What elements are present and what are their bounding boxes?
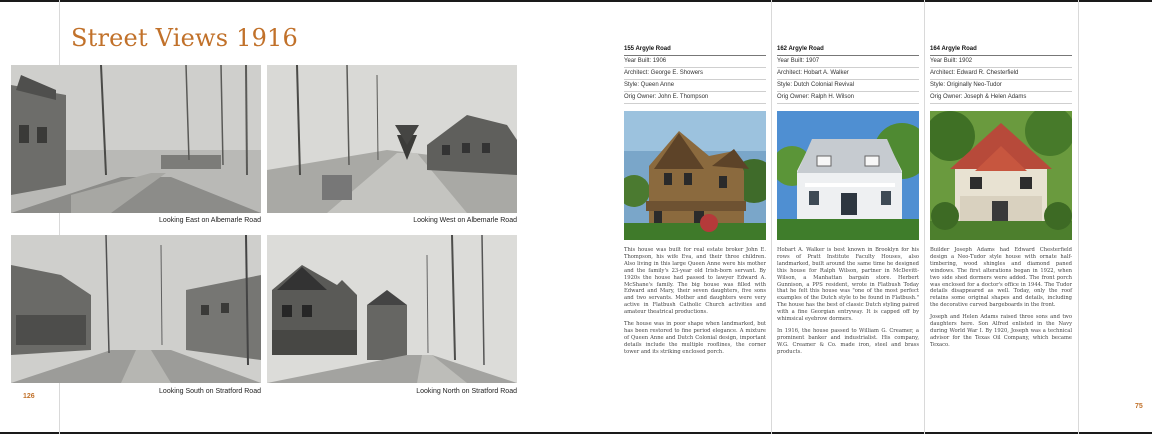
photo-caption: Looking South on Stratford Road xyxy=(159,388,261,395)
house-description xyxy=(777,247,919,361)
description-paragraph: In 1916, the house passed to William G. Creamer, a prominent banker and industrialist. His company, W.G. Creamer & Co. made iron, steel and brass products. xyxy=(777,327,919,355)
description-paragraph: This house was built for real estate broker John E. Thompson, his wife Eva, and their three children. Also living in this large Queen Anne were his mother and the family's 23-year old Irish-born servant. By 1920s the house had passed to lawyer Edward A. McShane's family. The big house was filled with Edward and Mary, their seven daughters, five sons and two servants. Mother and daughters were very active in Flatbush Catholic Church activities and amateur theatrical productions. xyxy=(624,247,766,316)
page-number-left: 126 xyxy=(23,393,35,400)
house-style: Style: Dutch Colonial Revival xyxy=(777,80,919,92)
house-entry-164-argyle xyxy=(930,46,1072,348)
page-title: Street Views 1916 xyxy=(71,24,298,52)
house-architect: Architect: George E. Showers xyxy=(624,68,766,80)
margin-rule-right xyxy=(1078,0,1079,434)
column-rule-2 xyxy=(924,0,925,434)
house-entry-155-argyle xyxy=(624,46,766,355)
house-year: Year Built: 1907 xyxy=(777,56,919,68)
photo-looking-north-stratford xyxy=(267,235,517,383)
house-photo xyxy=(777,111,919,240)
house-description xyxy=(930,247,1072,354)
house-entry-162-argyle xyxy=(777,46,919,355)
description-paragraph: The house was in poor shape when landmarked, but has been restored to fine period elegance. A mixture of Queen Anne and Dutch Colonial design, important details include the multiple rooflines, the corner tower and its striking enclosed porch. xyxy=(624,321,766,355)
photo-caption: Looking East on Albemarle Road xyxy=(159,217,261,224)
photo-looking-west-albemarle xyxy=(267,65,517,213)
house-style: Style: Originally Neo-Tudor xyxy=(930,80,1072,92)
column-rule-1 xyxy=(771,0,772,434)
description-paragraph: Hobart A. Walker is best known in Brooklyn for his rows of Pratt Institute Faculty Houses, also landmarked, built around the same time he designed this house for Ralph Wilson, partner in McDevitt-Wilson, a Manhattan bargain store. Herbert Gunnison, a PPS resident, wrote in Flatbush Today that he felt this house was "one of the most perfect examples of the Dutch style to be found in Flatbush." The house has the best of classic Dutch styling paired with a fine Georgian entryway. It is capped off by whimsical eyebrow dormers. xyxy=(777,247,919,323)
house-year: Year Built: 1906 xyxy=(624,56,766,68)
description-paragraph: Builder Joseph Adams had Edward Chesterfield design a Neo-Tudor style house with ornate half-timbering, wood shingles and diamond paned windows. The first alterations began in 1922, when two side shed dormers were added. The front porch was enclosed for a doctor's office in 1944. The Tudor details disappeared as well. Today, only the roof retains some original shapes and details, including the decorative curved bargeboards in the front. xyxy=(930,247,1072,309)
house-address: 155 Argyle Road xyxy=(624,46,766,56)
house-description xyxy=(624,247,766,361)
house-owner: Orig Owner: Ralph H. Wilson xyxy=(777,92,919,104)
house-style: Style: Queen Anne xyxy=(624,80,766,92)
house-address: 164 Argyle Road xyxy=(930,46,1072,56)
house-year: Year Built: 1902 xyxy=(930,56,1072,68)
description-paragraph: Joseph and Helen Adams raised three sons and two daughters here. Son Alfred enlisted in the Navy during World War I. By 1920, Joseph was a technical advisor for the Texas Oil Company, which became Texaco. xyxy=(930,314,1072,348)
house-photo xyxy=(624,111,766,240)
photo-caption: Looking West on Albemarle Road xyxy=(413,217,517,224)
house-architect: Architect: Edward R. Chesterfield xyxy=(930,68,1072,80)
house-address: 162 Argyle Road xyxy=(777,46,919,56)
photo-caption: Looking North on Stratford Road xyxy=(416,388,517,395)
photo-looking-east-albemarle xyxy=(11,65,261,213)
page-number-right: 75 xyxy=(1135,403,1143,410)
house-photo xyxy=(930,111,1072,240)
photo-looking-south-stratford xyxy=(11,235,261,383)
house-architect: Architect: Hobart A. Walker xyxy=(777,68,919,80)
house-owner: Orig Owner: Joseph & Helen Adams xyxy=(930,92,1072,104)
house-owner: Orig Owner: John E. Thompson xyxy=(624,92,766,104)
top-rule xyxy=(0,0,1152,2)
